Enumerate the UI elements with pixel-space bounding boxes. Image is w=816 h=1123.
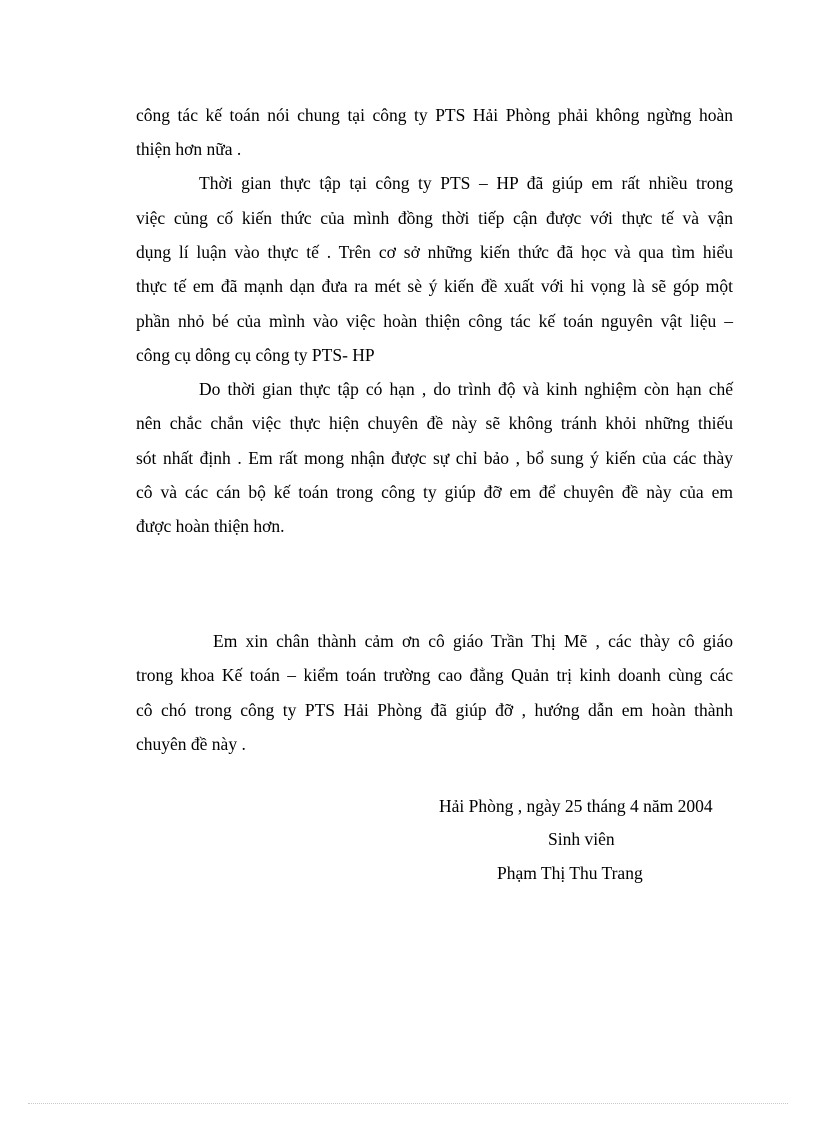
paragraph-2-line-1: Thời gian thực tập tại công ty PTS – HP đã giúp em rất nhiều trong: [199, 173, 733, 193]
paragraph-2-line-4: thực tế em đã mạnh dạn đưa ra mét sè ý kiến đề xuất với hi vọng là sẽ góp một: [136, 276, 733, 296]
paragraph-4-line-2: trong khoa Kế toán – kiểm toán trường cao đẳng Quản trị kinh doanh cùng các: [136, 665, 733, 685]
paragraph-3-line-3: sót nhất định . Em rất mong nhận được sự chỉ bảo , bổ sung ý kiến của các thày: [136, 448, 733, 468]
paragraph-2-line-2: việc củng cố kiến thức của mình đồng thời tiếp cận được với thực tế và vận: [136, 208, 733, 228]
paragraph-3-line-2: nên chắc chắn việc thực hiện chuyên đề này sẽ không tránh khỏi những thiếu: [136, 413, 733, 433]
paragraph-4-line-1: Em xin chân thành cảm ơn cô giáo Trần Thị Mẽ , các thày cô giáo: [213, 631, 733, 651]
signature-name: Phạm Thị Thu Trang: [497, 863, 643, 883]
paragraph-3-line-1: Do thời gian thực tập có hạn , do trình độ và kinh nghiệm còn hạn chế: [199, 379, 733, 399]
paragraph-3-line-5: được hoàn thiện hơn.: [136, 516, 285, 536]
paragraph-2-line-5: phần nhỏ bé của mình vào việc hoàn thiện công tác kế toán nguyên vật liệu –: [136, 311, 733, 331]
paragraph-2-line-3: dụng lí luận vào thực tế . Trên cơ sở những kiến thức đã học và qua tìm hiểu: [136, 242, 733, 262]
signature-role: Sinh viên: [548, 829, 615, 849]
signature-place-date: Hải Phòng , ngày 25 tháng 4 năm 2004: [439, 796, 713, 816]
paragraph-4-line-4: chuyên đề này .: [136, 734, 246, 754]
paragraph-1-line-2: thiện hơn nữa .: [136, 139, 242, 159]
paragraph-1-line-1: công tác kế toán nói chung tại công ty PTS Hải Phòng phải không ngừng hoàn: [136, 105, 733, 125]
paragraph-4-line-3: cô chó trong công ty PTS Hải Phòng đã giúp đỡ , hướng dẫn em hoàn thành: [136, 700, 733, 720]
footer-divider: [28, 1103, 788, 1104]
paragraph-2-line-6: công cụ dông cụ công ty PTS- HP: [136, 345, 375, 365]
paragraph-3-line-4: cô và các cán bộ kế toán trong công ty giúp đỡ em để chuyên đề này của em: [136, 482, 733, 502]
